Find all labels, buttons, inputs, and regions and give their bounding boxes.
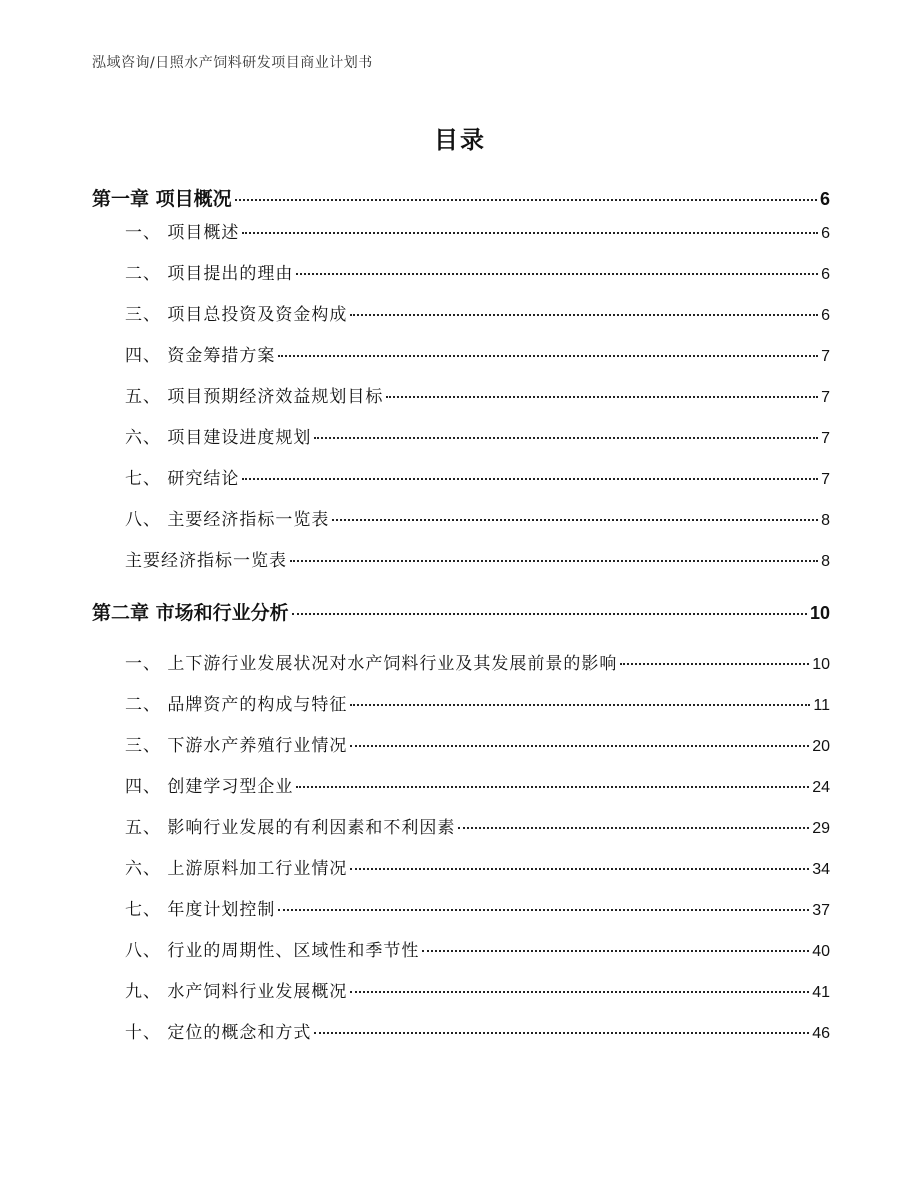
- dot-leader: [350, 745, 809, 747]
- toc-page-number: 6: [819, 189, 830, 209]
- toc-page-number: 34: [812, 861, 830, 878]
- toc-page-number: 7: [821, 389, 830, 406]
- toc-section-1-1[interactable]: [92, 218, 830, 243]
- toc-page-number: 6: [821, 307, 830, 324]
- toc-section-1-7[interactable]: [92, 464, 830, 489]
- toc-section-2-7[interactable]: [92, 895, 830, 920]
- dot-leader: [332, 519, 818, 521]
- dot-leader: [290, 560, 818, 562]
- dot-leader: [296, 273, 818, 275]
- toc-entry-text: 六、 项目建设进度规划: [92, 423, 311, 448]
- dot-leader: [386, 396, 818, 398]
- toc-chapter-1[interactable]: [92, 184, 830, 211]
- toc-entry-text: 六、 上游原料加工行业情况: [92, 854, 347, 879]
- toc-entry-text: 七、 研究结论: [92, 464, 239, 489]
- toc-entry-text: 九、 水产饲料行业发展概况: [92, 977, 347, 1002]
- toc-section-1-6[interactable]: [92, 423, 830, 448]
- dot-leader: [350, 868, 809, 870]
- dot-leader: [292, 613, 807, 615]
- toc-page-number: 11: [813, 697, 830, 714]
- toc-section-1-5[interactable]: [92, 382, 830, 407]
- toc-page-number: 10: [809, 603, 830, 623]
- dot-leader: [350, 991, 809, 993]
- toc-section-2-10[interactable]: [92, 1018, 830, 1043]
- toc-page-number: 7: [821, 471, 830, 488]
- toc-section-2-2[interactable]: [92, 690, 830, 715]
- toc-entry-text: 一、 项目概述: [92, 218, 239, 243]
- toc-section-1-2[interactable]: [92, 259, 830, 284]
- dot-leader: [314, 1032, 809, 1034]
- dot-leader: [620, 663, 809, 665]
- header-rule: [92, 76, 828, 77]
- running-header: 泓域咨询/日照水产饲料研发项目商业计划书: [92, 55, 373, 71]
- toc-page-number: 7: [821, 430, 830, 447]
- dot-leader: [350, 314, 818, 316]
- toc-entry-text: 二、 品牌资产的构成与特征: [92, 690, 347, 715]
- toc-chapter-2[interactable]: [92, 598, 830, 625]
- toc-entry-text: 三、 下游水产养殖行业情况: [92, 731, 347, 756]
- toc-page-number: 8: [821, 553, 830, 570]
- toc-page-number: 7: [821, 348, 830, 365]
- dot-leader: [242, 232, 818, 234]
- toc-table-entry[interactable]: [92, 546, 830, 571]
- toc-page-number: 10: [812, 656, 830, 673]
- toc-page-number: 37: [812, 902, 830, 919]
- toc-entry-text: 五、 项目预期经济效益规划目标: [92, 382, 383, 407]
- toc-page-number: 20: [812, 738, 830, 755]
- toc-entry-text: 十、 定位的概念和方式: [92, 1018, 311, 1043]
- toc-entry-text: 第二章 市场和行业分析: [92, 598, 289, 625]
- dot-leader: [242, 478, 818, 480]
- toc-entry-text: 三、 项目总投资及资金构成: [92, 300, 347, 325]
- toc-section-2-6[interactable]: [92, 854, 830, 879]
- toc-section-1-8[interactable]: [92, 505, 830, 530]
- toc-section-2-5[interactable]: [92, 813, 830, 838]
- toc-title: 目录: [434, 126, 486, 154]
- dot-leader: [278, 909, 809, 911]
- toc-entry-text: 主要经济指标一览表: [92, 546, 287, 571]
- dot-leader: [458, 827, 809, 829]
- toc-entry-text: 四、 创建学习型企业: [92, 772, 293, 797]
- dot-leader: [278, 355, 818, 357]
- toc-page-number: 41: [812, 984, 830, 1001]
- toc-entry-text: 二、 项目提出的理由: [92, 259, 293, 284]
- toc-section-1-4[interactable]: [92, 341, 830, 366]
- toc-entry-text: 四、 资金筹措方案: [92, 341, 275, 366]
- toc-entry-text: 五、 影响行业发展的有利因素和不利因素: [92, 813, 455, 838]
- toc-section-2-4[interactable]: [92, 772, 830, 797]
- dot-leader: [296, 786, 809, 788]
- toc-entry-text: 七、 年度计划控制: [92, 895, 275, 920]
- toc-page-number: 29: [812, 820, 830, 837]
- toc-page-number: 8: [821, 512, 830, 529]
- dot-leader: [235, 199, 817, 201]
- toc-entry-text: 八、 行业的周期性、区域性和季节性: [92, 936, 419, 961]
- dot-leader: [314, 437, 818, 439]
- toc-section-2-3[interactable]: [92, 731, 830, 756]
- dot-leader: [422, 950, 809, 952]
- toc-entry-text: 一、 上下游行业发展状况对水产饲料行业及其发展前景的影响: [92, 649, 617, 674]
- toc-section-2-1[interactable]: [92, 649, 830, 674]
- toc-page-number: 46: [812, 1025, 830, 1042]
- toc-section-2-8[interactable]: [92, 936, 830, 961]
- toc-page-number: 6: [821, 225, 830, 242]
- toc-entry-text: 八、 主要经济指标一览表: [92, 505, 329, 530]
- toc-page-number: 24: [812, 779, 830, 796]
- toc-page-number: 6: [821, 266, 830, 283]
- toc-page-number: 40: [812, 943, 830, 960]
- dot-leader: [350, 704, 810, 706]
- toc-section-2-9[interactable]: [92, 977, 830, 1002]
- toc-entry-text: 第一章 项目概况: [92, 184, 232, 211]
- toc-section-1-3[interactable]: [92, 300, 830, 325]
